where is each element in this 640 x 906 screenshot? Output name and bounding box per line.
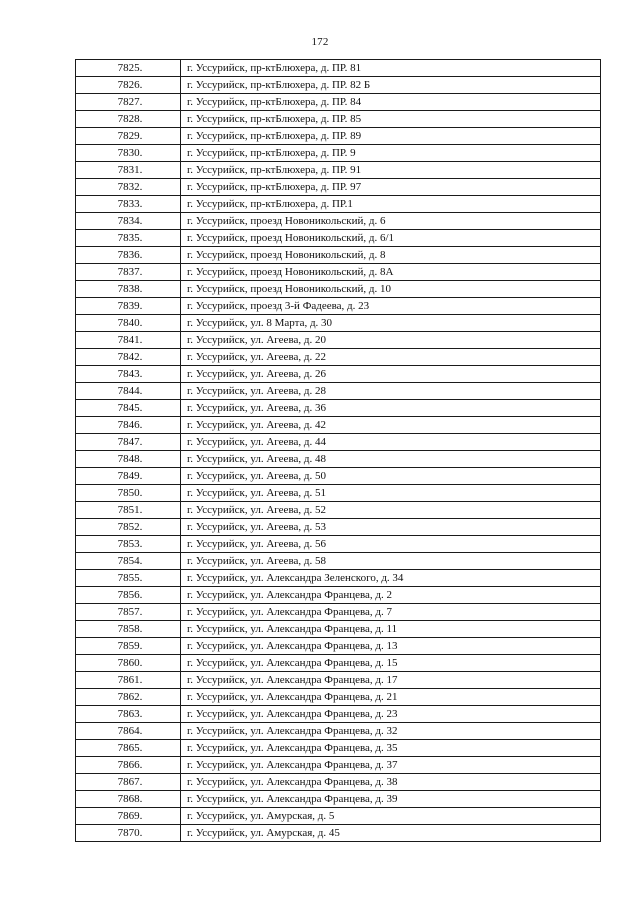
address-cell: г. Уссурийск, пр-ктБлюхера, д. ПР. 91 [181,162,601,179]
table-row [76,468,601,485]
row-number-cell: 7863. [76,706,181,723]
address-cell: г. Уссурийск, ул. Александра Францева, д. 13 [181,638,601,655]
address-cell: г. Уссурийск, ул. Агеева, д. 22 [181,349,601,366]
address-cell: г. Уссурийск, ул. Агеева, д. 50 [181,468,601,485]
row-number-cell: 7835. [76,230,181,247]
table-row [76,502,601,519]
table-row [76,723,601,740]
row-number-cell: 7861. [76,672,181,689]
address-cell: г. Уссурийск, пр-ктБлюхера, д. ПР. 85 [181,111,601,128]
address-table [75,59,601,842]
row-number-cell: 7858. [76,621,181,638]
row-number-cell: 7865. [76,740,181,757]
table-row [76,553,601,570]
address-cell: г. Уссурийск, ул. Агеева, д. 51 [181,485,601,502]
table-row [76,570,601,587]
address-cell: г. Уссурийск, ул. Александра Францева, д. 37 [181,757,601,774]
row-number-cell: 7849. [76,468,181,485]
row-number-cell: 7837. [76,264,181,281]
row-number-cell: 7831. [76,162,181,179]
address-cell: г. Уссурийск, пр-ктБлюхера, д. ПР. 82 Б [181,77,601,94]
row-number-cell: 7829. [76,128,181,145]
row-number-cell: 7850. [76,485,181,502]
row-number-cell: 7853. [76,536,181,553]
address-cell: г. Уссурийск, ул. Агеева, д. 52 [181,502,601,519]
table-row [76,383,601,400]
row-number-cell: 7860. [76,655,181,672]
address-cell: г. Уссурийск, ул. Амурская, д. 5 [181,808,601,825]
address-cell: г. Уссурийск, проезд Новоникольский, д. 6/1 [181,230,601,247]
address-cell: г. Уссурийск, пр-ктБлюхера, д. ПР. 84 [181,94,601,111]
table-row [76,536,601,553]
address-cell: г. Уссурийск, пр-ктБлюхера, д. ПР. 81 [181,60,601,77]
address-cell: г. Уссурийск, ул. Агеева, д. 56 [181,536,601,553]
table-row [76,621,601,638]
table-row [76,434,601,451]
row-number-cell: 7832. [76,179,181,196]
address-cell: г. Уссурийск, ул. Александра Францева, д. 23 [181,706,601,723]
row-number-cell: 7847. [76,434,181,451]
address-cell: г. Уссурийск, ул. Агеева, д. 26 [181,366,601,383]
address-table-body [76,60,601,842]
table-row [76,672,601,689]
address-cell: г. Уссурийск, проезд 3-й Фадеева, д. 23 [181,298,601,315]
table-row [76,689,601,706]
row-number-cell: 7827. [76,94,181,111]
address-cell: г. Уссурийск, ул. Агеева, д. 20 [181,332,601,349]
table-row [76,774,601,791]
address-cell: г. Уссурийск, проезд Новоникольский, д. 6 [181,213,601,230]
row-number-cell: 7856. [76,587,181,604]
address-cell: г. Уссурийск, ул. Агеева, д. 58 [181,553,601,570]
row-number-cell: 7866. [76,757,181,774]
row-number-cell: 7825. [76,60,181,77]
table-row [76,145,601,162]
table-row [76,94,601,111]
row-number-cell: 7842. [76,349,181,366]
table-row [76,740,601,757]
table-row [76,111,601,128]
row-number-cell: 7848. [76,451,181,468]
address-cell: г. Уссурийск, ул. Агеева, д. 44 [181,434,601,451]
address-cell: г. Уссурийск, ул. Агеева, д. 48 [181,451,601,468]
table-row [76,281,601,298]
table-row [76,247,601,264]
table-row [76,196,601,213]
row-number-cell: 7862. [76,689,181,706]
table-row [76,366,601,383]
address-cell: г. Уссурийск, ул. Александра Францева, д. 11 [181,621,601,638]
row-number-cell: 7859. [76,638,181,655]
table-row [76,400,601,417]
address-cell: г. Уссурийск, ул. Александра Францева, д. 15 [181,655,601,672]
address-cell: г. Уссурийск, ул. Агеева, д. 42 [181,417,601,434]
page-number: 172 [311,36,329,48]
row-number-cell: 7826. [76,77,181,94]
row-number-cell: 7843. [76,366,181,383]
address-cell: г. Уссурийск, ул. Александра Францева, д. 39 [181,791,601,808]
table-row [76,349,601,366]
table-row [76,332,601,349]
address-cell: г. Уссурийск, ул. Александра Францева, д. 21 [181,689,601,706]
row-number-cell: 7870. [76,825,181,842]
row-number-cell: 7869. [76,808,181,825]
row-number-cell: 7867. [76,774,181,791]
row-number-cell: 7857. [76,604,181,621]
row-number-cell: 7833. [76,196,181,213]
row-number-cell: 7846. [76,417,181,434]
address-cell: г. Уссурийск, проезд Новоникольский, д. 8 [181,247,601,264]
row-number-cell: 7868. [76,791,181,808]
row-number-cell: 7851. [76,502,181,519]
table-row [76,60,601,77]
row-number-cell: 7855. [76,570,181,587]
address-cell: г. Уссурийск, пр-ктБлюхера, д. ПР. 97 [181,179,601,196]
address-cell: г. Уссурийск, ул. Александра Францева, д. 35 [181,740,601,757]
address-cell: г. Уссурийск, пр-ктБлюхера, д. ПР. 9 [181,145,601,162]
address-cell: г. Уссурийск, ул. Александра Францева, д. 32 [181,723,601,740]
row-number-cell: 7839. [76,298,181,315]
address-cell: г. Уссурийск, ул. Александра Францева, д. 2 [181,587,601,604]
row-number-cell: 7836. [76,247,181,264]
table-row [76,451,601,468]
address-cell: г. Уссурийск, ул. Агеева, д. 28 [181,383,601,400]
table-row [76,77,601,94]
row-number-cell: 7844. [76,383,181,400]
table-row [76,485,601,502]
row-number-cell: 7834. [76,213,181,230]
address-cell: г. Уссурийск, ул. Агеева, д. 53 [181,519,601,536]
address-cell: г. Уссурийск, ул. Агеева, д. 36 [181,400,601,417]
table-row [76,638,601,655]
table-row [76,230,601,247]
address-cell: г. Уссурийск, ул. Александра Зеленского, д. 34 [181,570,601,587]
table-row [76,162,601,179]
address-cell: г. Уссурийск, ул. Александра Францева, д. 17 [181,672,601,689]
table-row [76,757,601,774]
address-cell: г. Уссурийск, проезд Новоникольский, д. 10 [181,281,601,298]
address-cell: г. Уссурийск, пр-ктБлюхера, д. ПР. 89 [181,128,601,145]
address-cell: г. Уссурийск, ул. Александра Францева, д. 38 [181,774,601,791]
row-number-cell: 7852. [76,519,181,536]
row-number-cell: 7864. [76,723,181,740]
table-row [76,791,601,808]
row-number-cell: 7841. [76,332,181,349]
table-row [76,315,601,332]
table-row [76,706,601,723]
address-cell: г. Уссурийск, ул. Александра Францева, д. 7 [181,604,601,621]
table-row [76,213,601,230]
row-number-cell: 7854. [76,553,181,570]
table-row [76,128,601,145]
table-row [76,417,601,434]
table-row [76,587,601,604]
address-cell: г. Уссурийск, пр-ктБлюхера, д. ПР.1 [181,196,601,213]
address-cell: г. Уссурийск, ул. Амурская, д. 45 [181,825,601,842]
row-number-cell: 7828. [76,111,181,128]
table-row [76,519,601,536]
row-number-cell: 7838. [76,281,181,298]
address-cell: г. Уссурийск, ул. 8 Марта, д. 30 [181,315,601,332]
row-number-cell: 7840. [76,315,181,332]
table-row [76,264,601,281]
table-row [76,179,601,196]
table-row [76,825,601,842]
row-number-cell: 7830. [76,145,181,162]
row-number-cell: 7845. [76,400,181,417]
table-row [76,655,601,672]
table-row [76,808,601,825]
address-cell: г. Уссурийск, проезд Новоникольский, д. 8А [181,264,601,281]
table-row [76,298,601,315]
table-row [76,604,601,621]
